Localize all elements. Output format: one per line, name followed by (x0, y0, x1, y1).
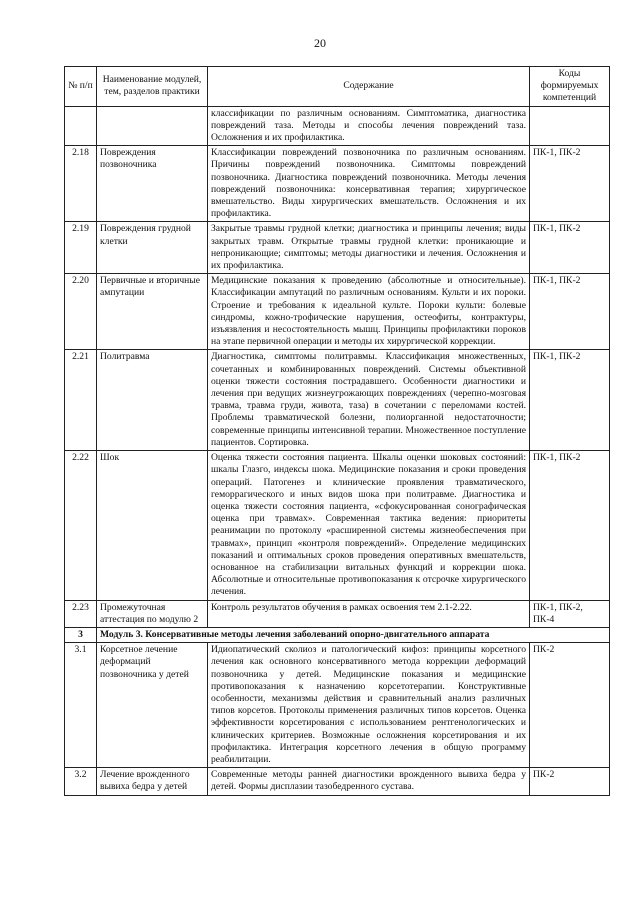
row-name: Корсетное лечение деформаций позвоночника у детей (97, 643, 208, 768)
header-name: Наименование модулей, тем, разделов практики (97, 67, 208, 107)
row-content: Классификации повреждений позвоночника по различным основаниям. Причины повреждений позвоночника. Симптомы повреждений позвоночника. Диагностика повреждений позвоночника. Методы лечения повреждений позвоночника: консервативная терапия; хирургическое вмешательство. Виды хирургических вмешательств. Осложнения и их профилактика. (208, 146, 530, 222)
module-num: 3 (65, 627, 97, 642)
header-content: Содержание (208, 67, 530, 107)
row-content: Закрытые травмы грудной клетки; диагностика и принципы лечения; виды закрытых травм. Открытые травмы грудной клетки: проникающие и непроникающие; симптомы; методы диагностики и лечения. Осложнения и их профилактика. (208, 222, 530, 274)
table-row (65, 222, 610, 274)
table-row (65, 600, 610, 627)
module-header-row (65, 627, 610, 642)
row-codes: ПК-1, ПК-2, ПК-4 (530, 600, 610, 627)
row-codes: ПК-1, ПК-2 (530, 146, 610, 222)
row-codes: ПК-1, ПК-2 (530, 451, 610, 600)
row-num: 2.23 (65, 600, 97, 627)
row-num: 3.1 (65, 643, 97, 768)
header-codes: Коды формируемых компетенций (530, 67, 610, 107)
row-name: Политравма (97, 350, 208, 451)
row-name: Повреждения грудной клетки (97, 222, 208, 274)
module-title: Модуль 3. Консервативные методы лечения заболеваний опорно-двигательного аппарата (97, 627, 610, 642)
row-num: 3.2 (65, 768, 97, 795)
table-row (65, 451, 610, 600)
row-num: 2.18 (65, 146, 97, 222)
row-codes: ПК-2 (530, 768, 610, 795)
table-row (65, 146, 610, 222)
row-num: 2.20 (65, 274, 97, 350)
row-name: Первичные и вторичные ампутации (97, 274, 208, 350)
row-content: Медицинские показания к проведению (абсолютные и относительные). Классификации ампутаций по различным основаниям. Культи и их пороки. Строение и требования к идеальной культе. Пороки культи: болевые синдромы, кожно-трофические нарушения, остеофиты, контрактуры, изъязвления и несостоятельность мышц. Принципы профилактики пороков на этапе первичной операции и методы их хирургической коррекции. (208, 274, 530, 350)
row-num: 2.19 (65, 222, 97, 274)
row-codes: ПК-2 (530, 643, 610, 768)
table-row (65, 106, 610, 146)
row-name: Шок (97, 451, 208, 600)
row-num: 2.21 (65, 350, 97, 451)
row-num (65, 106, 97, 146)
row-content: Диагностика, симптомы политравмы. Классификация множественных, сочетанных и комбинированных повреждений. Системы объективной оценки тяжести состояния пострадавшего. Особенности диагностики и лечения при ведущих жизнеугрожающих повреждениях (черепно-мозговая травма, травма груди, живота, таза) в сочетании с переломами костей. Проблемы травматической болезни, полиорганной недостаточности; современные принципы интенсивной терапии. Множественное поступление пациентов. Сортировка. (208, 350, 530, 451)
row-content: Современные методы ранней диагностики врожденного вывиха бедра у детей. Формы дисплазии тазобедренного сустава. (208, 768, 530, 795)
row-name: Лечение врожденного вывиха бедра у детей (97, 768, 208, 795)
row-name (97, 106, 208, 146)
row-content: Идиопатический сколиоз и патологический кифоз: принципы корсетного лечения как основного консервативного метода коррекции деформаций позвоночника у детей. Медицинские показания и медицинские противопоказания к назначению корсетотерапии. Конструктивные особенности, механизмы действия и сравнительный анализ различных типов корсетов. Протоколы применения различных типов корсетов. Оценка эффективности корсетирования с использованием рентгенологических и клинических критериев. Возможные осложнения корсетирования и их профилактика. Интеграция корсетного лечения в общую программу реабилитации. (208, 643, 530, 768)
table-row (65, 350, 610, 451)
table-header-row (65, 67, 610, 107)
row-codes (530, 106, 610, 146)
header-num: № п/п (65, 67, 97, 107)
curriculum-table (64, 66, 610, 796)
row-name: Промежуточная аттестация по модулю 2 (97, 600, 208, 627)
row-codes: ПК-1, ПК-2 (530, 222, 610, 274)
row-name: Повреждения позвоночника (97, 146, 208, 222)
row-codes: ПК-1, ПК-2 (530, 274, 610, 350)
table-row (65, 643, 610, 768)
table-row (65, 274, 610, 350)
row-content: классификации по различным основаниям. Симптоматика, диагностика повреждений таза. Методы и способы лечения повреждений таза. Осложнения и их профилактика. (208, 106, 530, 146)
row-content: Оценка тяжести состояния пациента. Шкалы оценки шоковых состояний: шкалы Глазго, индексы шока. Медицинские показания и сроки проведения операций. Патогенез и клинические проявления травматического, геморрагического и иных видов шока при политравме. Диагностика и оценка тяжести состояния пациента, «сфокусированная сонографическая оценка при травмах». Современная тактика ведения: приоритеты реанимации по протоколу «расширенной системы жизнеобеспечения при травмах», принцип «контроля повреждений». Определение медицинских показаний и оптимальных сроков проведения оперативных вмешательств, основанное на стабилизации витальных функций и коррекции шока. Абсолютные и относительные противопоказания к отсрочке хирургического лечения. (208, 451, 530, 600)
row-codes: ПК-1, ПК-2 (530, 350, 610, 451)
page-number: 20 (314, 36, 326, 50)
table-row (65, 768, 610, 795)
row-content: Контроль результатов обучения в рамках освоения тем 2.1-2.22. (208, 600, 530, 627)
row-num: 2.22 (65, 451, 97, 600)
